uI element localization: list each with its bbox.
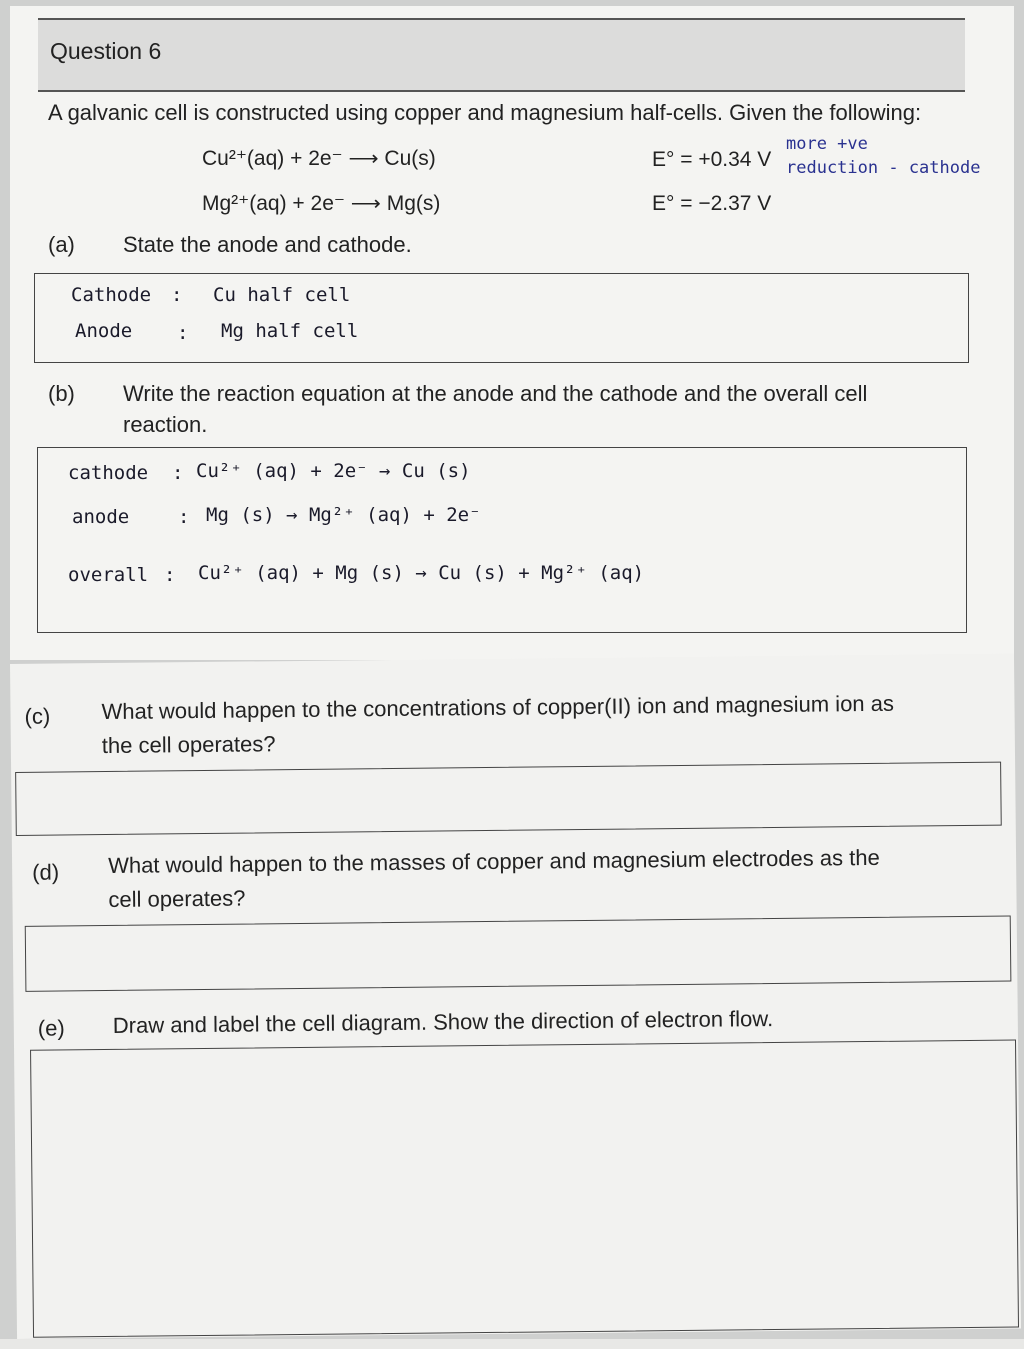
answer-b-value-2: Mg (s) → Mg²⁺ (aq) + 2e⁻ <box>206 504 481 526</box>
question-intro: A galvanic cell is constructed using copper and magnesium half-cells. Given the following: <box>48 100 922 125</box>
equation-mg: Mg²⁺(aq) + 2e⁻ ⟶ Mg(s) <box>202 192 441 215</box>
answer-b-sep-1: : <box>172 462 184 484</box>
part-d-question-line1: What would happen to the masses of copper and magnesium electrodes as the <box>107 844 880 878</box>
worksheet-bottom <box>10 653 1021 1338</box>
answer-a-sep-2: : <box>177 322 189 344</box>
part-d-answer-box <box>25 916 1012 992</box>
answer-a-key-2: Anode <box>75 320 133 342</box>
annotation-more-positive: more +ve <box>786 134 868 154</box>
answer-b-key-3: overall <box>68 564 149 586</box>
worksheet-top <box>10 6 1014 660</box>
part-b-answer-box <box>37 447 967 633</box>
part-a-answer-box <box>34 273 969 363</box>
part-b-label: (b) <box>48 381 75 406</box>
answer-b-sep-2: : <box>178 506 190 528</box>
question-title: Question 6 <box>50 38 162 64</box>
answer-a-value-1: Cu half cell <box>213 284 351 306</box>
page-edge <box>0 1339 1024 1349</box>
answer-a-key-1: Cathode <box>71 284 152 306</box>
part-a-label: (a) <box>48 232 75 257</box>
part-c-label: (c) <box>24 703 51 729</box>
answer-a-sep-1: : <box>171 284 183 306</box>
part-d-question-line2: cell operates? <box>108 885 246 912</box>
answer-b-key-2: anode <box>72 506 130 528</box>
part-c-answer-box <box>15 762 1002 836</box>
question-header <box>38 18 965 92</box>
part-b-question-line2: reaction. <box>123 412 208 437</box>
annotation-reduction-cathode: reduction - cathode <box>786 158 981 178</box>
answer-b-key-1: cathode <box>68 462 149 484</box>
part-e-label: (e) <box>37 1015 65 1041</box>
part-a-question: State the anode and cathode. <box>123 232 412 257</box>
part-b-question-line1: Write the reaction equation at the anode and the cathode and the overall cell <box>123 381 868 406</box>
potential-cu: E° = +0.34 V <box>652 148 772 171</box>
part-c-question-line2: the cell operates? <box>101 731 276 759</box>
answer-b-sep-3: : <box>164 564 176 586</box>
part-e-answer-box <box>30 1039 1019 1337</box>
equation-cu: Cu²⁺(aq) + 2e⁻ ⟶ Cu(s) <box>202 147 436 170</box>
part-e-question: Draw and label the cell diagram. Show the direction of electron flow. <box>112 1006 774 1038</box>
answer-a-value-2: Mg half cell <box>221 320 359 342</box>
answer-b-value-3: Cu²⁺ (aq) + Mg (s) → Cu (s) + Mg²⁺ (aq) <box>198 562 645 584</box>
answer-b-value-1: Cu²⁺ (aq) + 2e⁻ → Cu (s) <box>196 460 471 482</box>
potential-mg: E° = −2.37 V <box>652 192 772 215</box>
part-c-question-line1: What would happen to the concentrations of copper(II) ion and magnesium ion as <box>101 690 895 725</box>
part-d-label: (d) <box>32 859 60 885</box>
